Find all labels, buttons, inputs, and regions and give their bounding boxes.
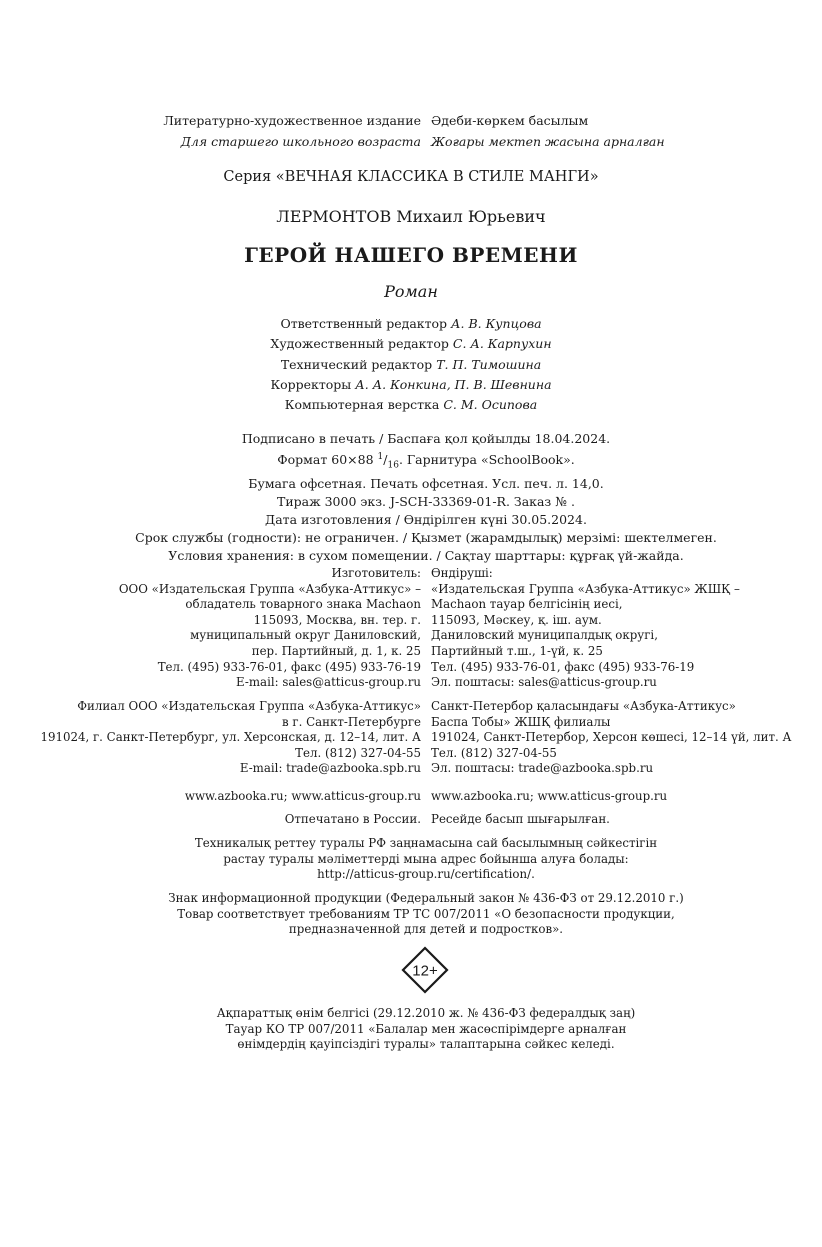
credit-line: [0, 355, 822, 375]
email-ru: E-mail: sales@atticus-group.ru: [236, 675, 421, 690]
catalog-row: [0, 110, 822, 131]
age-rating-label: 12+: [412, 962, 438, 980]
service-line: Срок службы (годности): не ограничен. / Қызмет (жарамдылық) мерзімі: шектелмеген.: [135, 529, 717, 545]
credit-name: Т. П. Тимошина: [436, 356, 542, 372]
branch-block: [0, 699, 822, 777]
author-name: ЛЕРМОНТОВ Михаил Юрьевич: [276, 207, 546, 226]
storage-line: Условия хранения: в сухом помещении. / Сақтау шарттары: құрғақ үй-жайда.: [168, 547, 684, 563]
genre: Роман: [384, 282, 438, 301]
certification-note: Техникалық реттеу туралы РФ заңнамасына сай басылымның сәйкестігін растау туралы мәліметтерді мына адрес бойынша алуға болады: http://atticus-group.ru/certification/.: [0, 836, 822, 883]
print-info: [0, 430, 822, 565]
made-date: Дата изготовления / Өндірілген күні 30.05.2024.: [265, 511, 587, 527]
certification-link[interactable]: http://atticus-group.ru/certification/.: [317, 867, 535, 882]
credit-role: Компьютерная верстка: [284, 397, 440, 413]
credit-line: [0, 375, 822, 395]
catalog-row: [0, 131, 822, 152]
printed-ru: Отпечатано в России.: [284, 812, 421, 826]
credit-name: С. А. Карпухин: [452, 336, 552, 352]
catalog-ru: Для старшего школьного возраста: [180, 134, 421, 149]
branch-kz: Санкт-Петербор қаласындағы «Азбука-Аттикус» Баспа Тобы» ЖШҚ филиалы 191024, Санкт-Петербор, Херсон көшесі, 12–14 үй, лит. А Тел. (812) 327-04-55 Эл. поштасы: trade@azbooka.spb.ru: [431, 699, 792, 776]
credits-list: [0, 314, 822, 415]
credit-name: С. М. Осипова: [443, 397, 538, 413]
info-sign-note: Знак информационной продукции (Федеральный закон № 436-ФЗ от 29.12.2010 г.) Товар соответствует требованиям ТР ТС 007/2011 «О безопасности продукции, предназначенной для детей и подростков».: [168, 891, 684, 937]
credit-name: А. А. Конкина, П. В. Шевнина: [355, 376, 552, 392]
manufacturer-block: [0, 566, 822, 691]
book-title: ГЕРОЙ НАШЕГО ВРЕМЕНИ: [244, 243, 578, 267]
website-kz[interactable]: www.azbooka.ru; www.atticus-group.ru: [431, 789, 668, 803]
email-kz: Эл. поштасы: sales@atticus-group.ru: [431, 675, 657, 690]
run-line: Тираж 3000 экз. J-SCH-33369-01-R. Заказ № .: [277, 493, 575, 509]
series-line: Серия «ВЕЧНАЯ КЛАССИКА В СТИЛЕ МАНГИ»: [223, 169, 599, 185]
credit-line: [0, 395, 822, 415]
printed-kz: Ресейде басып шығарылған.: [431, 812, 610, 826]
catalog-ru: Литературно-художественное издание: [163, 113, 421, 128]
credit-role: Технический редактор: [280, 356, 433, 372]
branch-ru: Филиал ООО «Издательская Группа «Азбука-Аттикус» в г. Санкт-Петербурге 191024, г. Санкт-Петербург, ул. Херсонская, д. 12–14, лит. А Тел. (812) 327-04-55 E-mail: trade@azbooka.spb.ru: [40, 699, 421, 776]
credit-role: Корректоры: [270, 376, 352, 392]
credit-line: [0, 314, 822, 334]
paper-line: Бумага офсетная. Печать офсетная. Усл. печ. л. 14,0.: [248, 475, 604, 491]
websites-row: [0, 789, 822, 805]
credit-name: А. В. Купцова: [451, 316, 542, 331]
kz-info-note: Ақпараттық өнім белгісі (29.12.2010 ж. № 436-ФЗ федералдық заң) Тауар КО ТР 007/2011 «Балалар мен жасөспірімдерге арналған өнімдердің қауіпсіздігі туралы» талаптарына сәйкес келеді.: [216, 1006, 636, 1052]
catalog-lines: [0, 110, 822, 152]
catalog-kz: Әдеби-көркем басылым: [431, 113, 589, 128]
format-line: Формат 60×88 $^1/_{16}$. Гарнитура «SchoolBook».: [277, 452, 575, 471]
credit-line: [0, 334, 822, 354]
age-rating-badge: [401, 946, 449, 994]
signed-date: Подписано в печать / Баспаға қол қойылды 18.04.2024.: [241, 431, 611, 446]
catalog-kz: Жоғары мектеп жасына арналған: [431, 134, 665, 149]
credit-role: Художественный редактор: [270, 336, 449, 352]
manufacturer-kz: Өндіруші: «Издательская Группа «Азбука-Аттикус» ЖШҚ – Machaon тауар белгісінің иесі, 115093, Мәскеу, қ. іш. аум. Даниловский муниципалдық округі, Партийный т.ш., 1-үй, к. 25 Тел. (495) 933-76-01, факс (495) 933-76-19 Эл. поштасы: sales@atticus-group.ru: [426, 566, 822, 691]
website-ru[interactable]: www.azbooka.ru; www.atticus-group.ru: [184, 789, 421, 803]
manufacturer-ru: Изготовитель: ООО «Издательская Группа «Азбука-Аттикус» – обладатель товарного знака Machaon 115093, Москва, вн. тер. г. муниципальный округ Даниловский, пер. Партийный, д. 1, к. 25 Тел. (495) 933-76-01, факс (495) 933-76-19 E-mail: sales@atticus-group.ru: [0, 566, 426, 691]
credit-role: Ответственный редактор: [280, 316, 448, 331]
printed-row: [0, 812, 822, 828]
